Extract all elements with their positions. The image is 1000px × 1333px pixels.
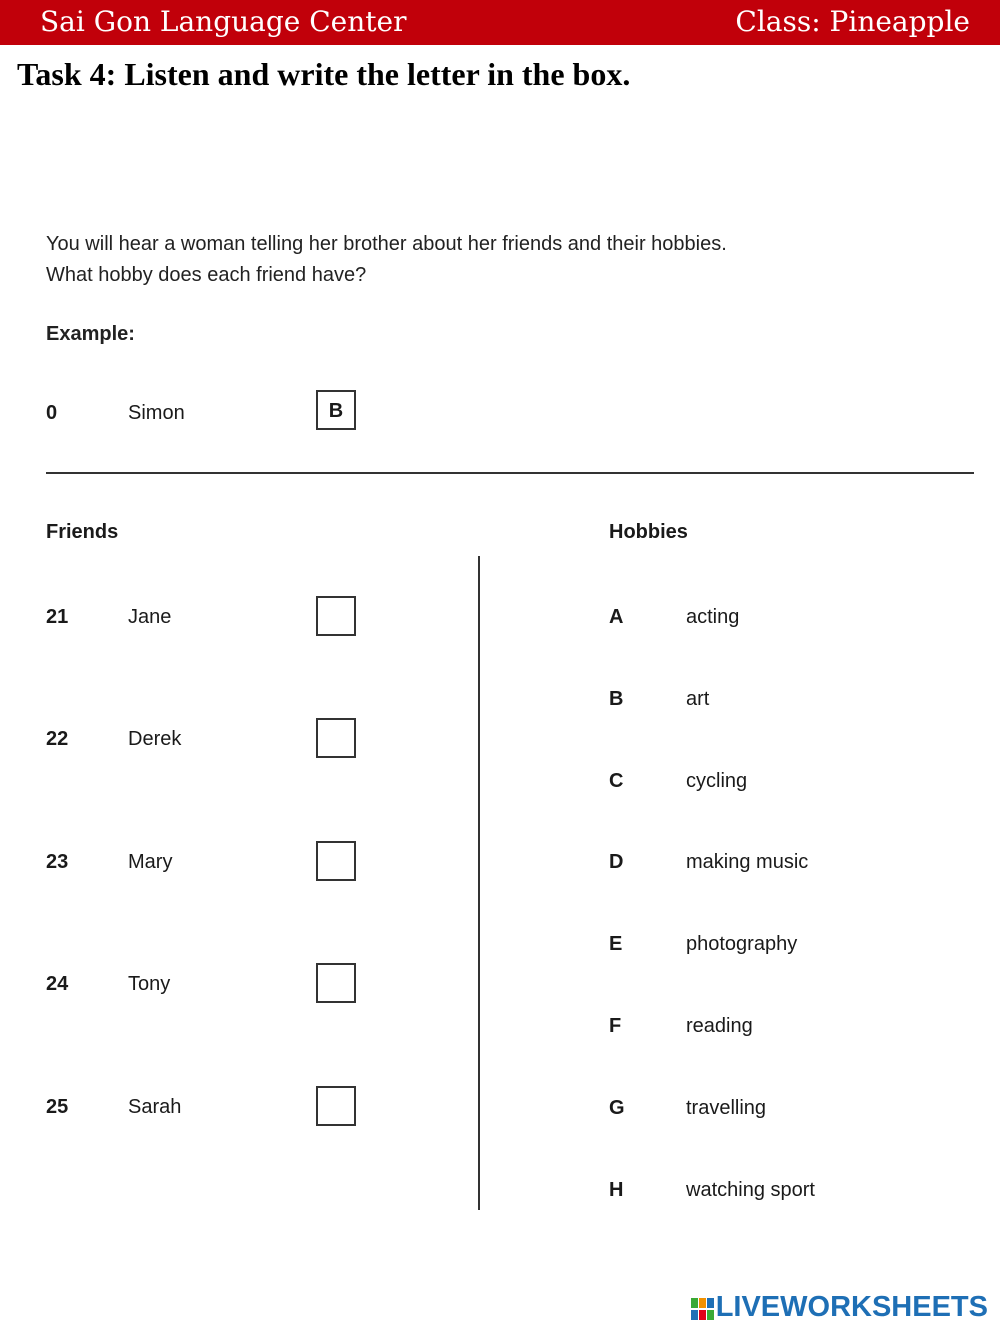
section-divider: [46, 472, 974, 474]
friend-name: Sarah: [128, 1096, 182, 1118]
friend-row: [0, 718, 470, 762]
answer-box[interactable]: [316, 841, 356, 881]
friend-row: [0, 596, 470, 640]
friend-number: 22: [46, 728, 69, 750]
example-label: Example:: [46, 323, 135, 345]
hobby-row: [600, 851, 980, 881]
friends-heading: Friends: [46, 521, 119, 543]
hobby-row: [600, 933, 980, 963]
hobby-letter: G: [609, 1097, 625, 1119]
hobby-name: travelling: [686, 1097, 767, 1119]
friend-number: 21: [46, 606, 69, 628]
friend-row: [0, 1086, 470, 1130]
example-answer-box: B: [316, 390, 356, 430]
friend-number: 24: [46, 973, 69, 995]
hobby-letter: H: [609, 1179, 624, 1201]
example-name: Simon: [128, 402, 185, 424]
hobby-letter: D: [609, 851, 624, 873]
hobby-name: reading: [686, 1015, 753, 1037]
hobby-row: [600, 606, 980, 636]
hobby-row: [600, 688, 980, 718]
example-number: 0: [46, 402, 58, 424]
instruction-line-2: What hobby does each friend have?: [46, 264, 367, 286]
page-header: [0, 0, 1000, 45]
instruction-line-1: You will hear a woman telling her brother about her friends and their hobbies.: [46, 233, 727, 255]
hobby-name: art: [686, 688, 710, 710]
class-label: Class: Pineapple: [735, 5, 970, 38]
liveworksheets-brand: LIVEWORKSHEETS: [715, 1291, 988, 1323]
friend-name: Tony: [128, 973, 171, 995]
hobby-letter: E: [609, 933, 623, 955]
friend-name: Derek: [128, 728, 182, 750]
center-name: Sai Gon Language Center: [40, 5, 407, 38]
liveworksheets-logo-icon: [691, 1298, 715, 1320]
friend-name: Mary: [128, 851, 173, 873]
friend-row: [0, 963, 470, 1007]
hobby-letter: F: [609, 1015, 622, 1037]
friend-number: 25: [46, 1096, 69, 1118]
hobby-row: [600, 1097, 980, 1127]
hobby-name: acting: [686, 606, 740, 628]
hobby-row: [600, 1015, 980, 1045]
hobby-letter: A: [609, 606, 624, 628]
answer-box[interactable]: [316, 596, 356, 636]
answer-box[interactable]: [316, 963, 356, 1003]
hobby-letter: C: [609, 770, 624, 792]
hobby-row: [600, 770, 980, 800]
column-divider: [478, 556, 480, 1210]
friend-name: Jane: [128, 606, 172, 628]
hobby-letter: B: [609, 688, 624, 710]
hobbies-heading: Hobbies: [609, 521, 688, 543]
hobby-name: cycling: [686, 770, 748, 792]
friend-row: [0, 841, 470, 885]
hobby-name: watching sport: [686, 1179, 815, 1201]
hobby-row: [600, 1179, 980, 1209]
friend-number: 23: [46, 851, 69, 873]
answer-box[interactable]: [316, 718, 356, 758]
answer-box[interactable]: [316, 1086, 356, 1126]
task-title: Task 4: Listen and write the letter in the box.: [17, 56, 631, 92]
hobby-name: photography: [686, 933, 798, 955]
hobby-name: making music: [686, 851, 809, 873]
example-row: [0, 390, 1000, 434]
